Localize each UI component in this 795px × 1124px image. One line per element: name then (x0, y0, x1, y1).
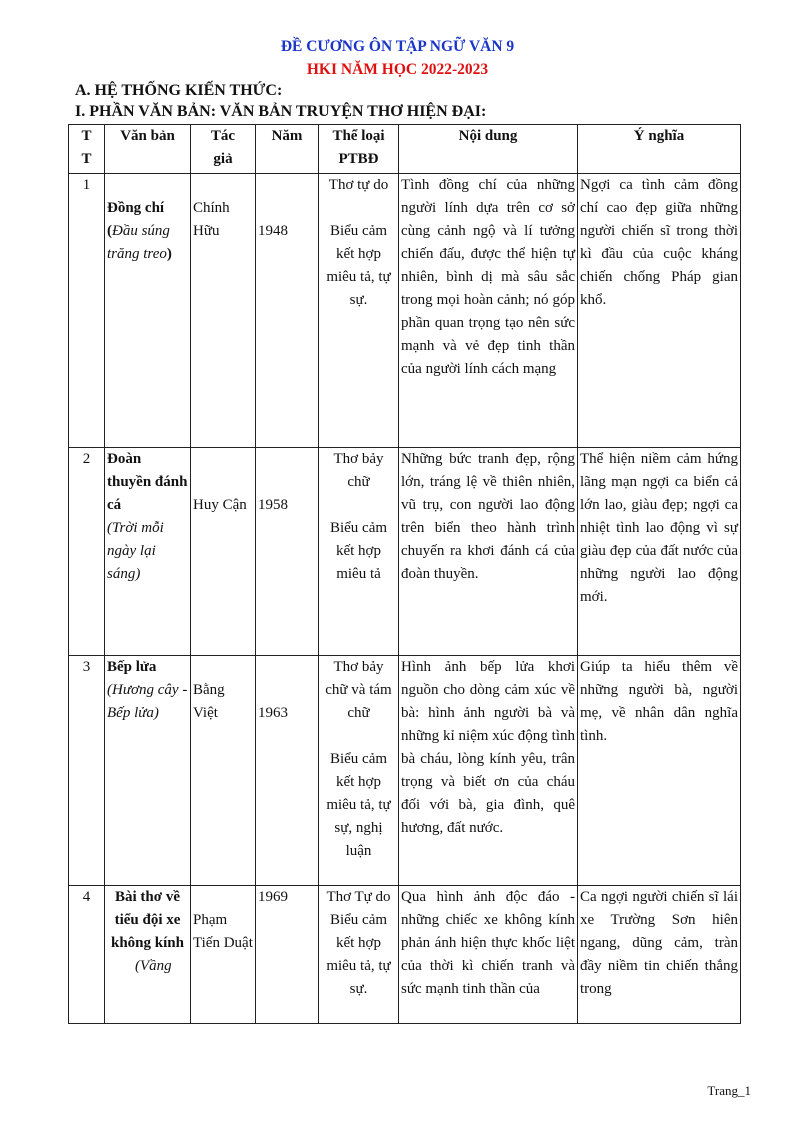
author-cell (191, 448, 256, 656)
work-cell (105, 656, 191, 886)
content-cell: Hình ảnh bếp lửa khơi nguồn cho dòng cảm xúc về bà: hình ảnh người bà và những kỉ niệm xúc động tình bà cháu, lòng kính yêu, trân trọng và biết ơn của cháu đối với bà, gia đình, quê hương, đất nước. (399, 656, 578, 886)
genre-cell (319, 174, 399, 448)
work-title: Đồng chí (107, 200, 165, 216)
column-header-meaning: Ý nghĩa (578, 125, 741, 174)
content-cell: Những bức tranh đẹp, rộng lớn, tráng lệ về thiên nhiên, vũ trụ, con người lao động trên biển theo hành trình chuyến ra khơi đánh cá của đoàn thuyền. (399, 448, 578, 656)
document-title-line2: HKI NĂM HỌC 2022-2023 (306, 61, 489, 78)
work-cell (105, 448, 191, 656)
work-source-close-paren: ) (166, 246, 172, 262)
row-number: 2 (69, 448, 105, 656)
section-heading-i: I. PHẦN VĂN BẢN: VĂN BẢN TRUYỆN THƠ HIỆN ĐẠI: (75, 103, 487, 120)
year-cell (256, 174, 319, 448)
year-value: 1969 (258, 889, 288, 905)
column-header-tt-line2: T (81, 151, 92, 167)
page-number: Trang_1 (707, 1083, 751, 1098)
genre-form: Thơ tự do (328, 177, 389, 193)
work-source-open-paren: ( (107, 223, 112, 239)
column-header-author (191, 125, 256, 174)
table-row (69, 174, 741, 448)
year-value: 1963 (258, 705, 288, 721)
work-title: Bài thơ về tiểu đội xe không kính (111, 889, 184, 951)
meaning-cell: Ngợi ca tình cảm đồng chí cao đẹp giữa những người chiến sĩ trong thời kì đầu của cuộc kháng chiến chống Pháp gian khổ. (578, 174, 741, 448)
table-row (69, 886, 741, 1024)
author-name: Phạm Tiến Duật (193, 912, 253, 951)
year-value: 1958 (258, 497, 288, 513)
column-header-tt (69, 125, 105, 174)
column-header-author-line2: giả (213, 151, 233, 167)
genre-expression-mode: Biểu cảm kết hợp miêu tả (329, 520, 388, 582)
meaning-cell: Ca ngợi người chiến sĩ lái xe Trường Sơn hiên ngang, dũng cảm, tràn đầy niềm tin chiến thắng trong (578, 886, 741, 1024)
column-header-genre-line1: Thể loại (332, 128, 385, 144)
genre-form: Thơ bảy chữ (333, 451, 384, 490)
table-row (69, 656, 741, 886)
genre-cell (319, 886, 399, 1024)
document-title-line1: ĐỀ CƯƠNG ÔN TẬP NGỮ VĂN 9 (280, 38, 515, 55)
column-header-year: Năm (256, 125, 319, 174)
column-header-genre (319, 125, 399, 174)
row-number: 1 (69, 174, 105, 448)
work-title: Đoàn thuyền đánh cá (107, 451, 188, 513)
work-title: Bếp lửa (107, 659, 157, 675)
author-name: Chính Hữu (193, 200, 230, 239)
genre-expression-mode: Biểu cảm kết hợp miêu tả, tự sự. (326, 223, 391, 308)
genre-form: Thơ bảy chữ và tám chữ (325, 659, 392, 721)
work-source: (Trời mỗi ngày lại sáng) (107, 520, 164, 582)
year-cell (256, 656, 319, 886)
table-row (69, 448, 741, 656)
genre-expression-mode: Biểu cảm kết hợp miêu tả, tự sự. (326, 912, 391, 997)
author-cell (191, 174, 256, 448)
row-number: 4 (69, 886, 105, 1024)
work-source: Đầu súng trăng treo (107, 223, 170, 262)
column-header-author-line1: Tác (210, 128, 236, 144)
content-cell: Tình đồng chí của những người lính dựa trên cơ sở cùng cảnh ngộ và lí tưởng chiến đấu, được thể hiện tự nhiên, bình dị mà sâu sắc trong mọi hoàn cảnh; nó góp phần quan trọng tạo nên sức mạnh và vẻ đẹp tinh thần của người lính cách mạng (399, 174, 578, 448)
year-value: 1948 (258, 223, 288, 239)
column-header-content: Nội dung (399, 125, 578, 174)
year-cell (256, 448, 319, 656)
author-cell (191, 656, 256, 886)
row-number: 3 (69, 656, 105, 886)
table-header-row (69, 125, 741, 174)
genre-expression-mode: Biểu cảm kết hợp miêu tả, tự sự, nghị luận (326, 751, 391, 859)
work-cell (105, 174, 191, 448)
literature-summary-table (68, 124, 741, 1024)
meaning-cell: Thể hiện niềm cảm hứng lãng mạn ngợi ca biển cả lớn lao, giàu đẹp; ngợi ca nhiệt tình lao động vì sự giàu đẹp của đất nước của những người lao động mới. (578, 448, 741, 656)
work-cell (105, 886, 191, 1024)
column-header-tt-line1: T (81, 128, 92, 144)
author-name: Huy Cận (193, 497, 247, 513)
content-cell: Qua hình ảnh độc đáo - những chiếc xe không kính phản ánh hiện thực khốc liệt của thời kì chiến tranh và sức mạnh tinh thần của (399, 886, 578, 1024)
year-cell (256, 886, 319, 1024)
author-name: Bằng Việt (193, 682, 225, 721)
genre-cell (319, 656, 399, 886)
section-heading-a: A. HỆ THỐNG KIẾN THỨC: (75, 82, 283, 99)
column-header-work: Văn bản (105, 125, 191, 174)
genre-cell (319, 448, 399, 656)
column-header-genre-line2: PTBĐ (338, 151, 379, 167)
meaning-cell: Giúp ta hiểu thêm về những người bà, người mẹ, về nhân dân nghĩa tình. (578, 656, 741, 886)
genre-form: Thơ Tự do (326, 889, 391, 905)
work-source: (Hương cây - Bếp lửa) (107, 682, 188, 721)
author-cell (191, 886, 256, 1024)
work-source: (Vầng (135, 958, 172, 974)
